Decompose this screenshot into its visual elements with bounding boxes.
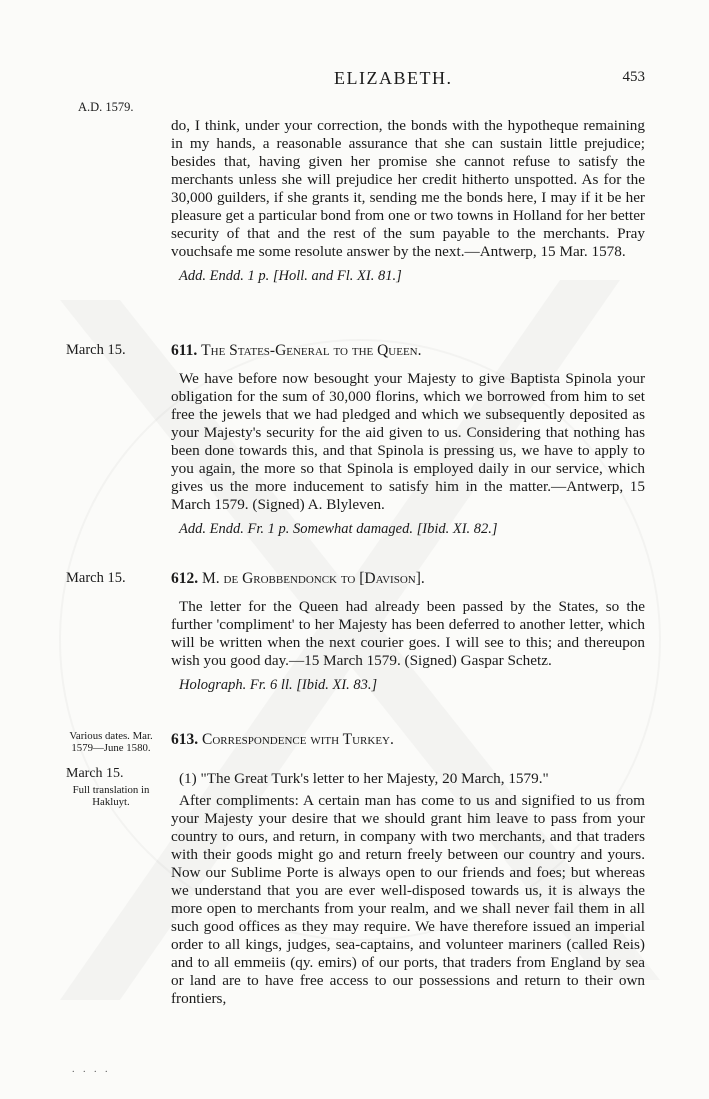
letter-body: do, I think, under your correction, the bonds with the hypotheque remaining in my hands, a reasonable assurance that she can sustain little prejudice; besides that, having given her promise she cannot refuse to satisfy the merchants unless she will prejudice her credit hitherto unspotted. As for the 30,000 guilders, if she grants it, sending me the bonds here, I may if it be her pleasure get a particular bond from one or two towns in Holland for her better security of that and the rest of the sum payable to the merchants. Pray vouchsafe me some resolute answer by the next.—Antwerp, 15 Mar. 1578. [171, 117, 645, 260]
entry-endorsement: Holograph. Fr. 6 ll. [Ibid. XI. 83.] [179, 677, 378, 693]
entry-613-subdate: March 15. [66, 766, 124, 781]
entry-body: The letter for the Queen had already been passed by the States, so the further 'compliment' to her Majesty has been deferred to another letter, which will be written when the next courier goes. I will see to this; and thereupon wish you good day.—15 March 1579. (Signed) Gaspar Schetz. [171, 598, 645, 669]
year-label: A.D. 1579. [78, 100, 134, 114]
entry-endorsement: Add. Endd. Fr. 1 p. Somewhat damaged. [Ibid. XI. 82.] [179, 521, 498, 537]
entry-613-side-note: Various dates. Mar. 1579—June 1580. [69, 730, 153, 754]
entry-611-date: March 15. [66, 342, 126, 358]
entry-613 [171, 731, 645, 749]
entry-number: 611. [171, 342, 198, 359]
entry-number: 612. [171, 570, 199, 587]
entry-heading [171, 570, 645, 588]
continued-letter [171, 117, 645, 285]
running-title: ELIZABETH. [334, 68, 453, 88]
entry-611 [171, 342, 645, 538]
entry-number: 613. [171, 731, 199, 748]
entry-613-body [171, 770, 645, 1008]
entry-subheading: (1) "The Great Turk's letter to her Majesty, 20 March, 1579." [179, 770, 549, 787]
entry-title: Correspondence with Turkey. [202, 731, 394, 748]
margin-dots: . . . . [72, 1064, 111, 1075]
entry-612 [171, 570, 645, 694]
entry-title: The States-General to the Queen. [201, 342, 422, 359]
page-header [0, 68, 709, 92]
letter-endorsement: Add. Endd. 1 p. [Holl. and Fl. XI. 81.] [179, 268, 402, 284]
entry-body: After compliments: A certain man has come to us and signified to us from your Majesty your desire that we should grant him leave to pass from your country to ours, and return, in company with two merchants, and that traders with their goods might go and return freely between our country and yours. Now our Sublime Porte is always open to our friends and foes; but whereas we understand that you are ever well-disposed towards us, it is always the more open to merchants from your realm, and we shall never fail them in all such good offices as they may require. We have therefore issued an imperial order to all kings, judges, sea-captains, and volunteer mariners (called Reis) and to all emmeiis (qy. emirs) of our ports, that traders from England by sea or land are to have free access to our possessions and return to their own frontiers, [171, 792, 645, 1007]
entry-613-subnote: Full translation in Hakluyt. [72, 784, 150, 808]
entry-612-date: March 15. [66, 570, 126, 586]
entry-heading [171, 342, 645, 360]
entry-title: M. de Grobbendonck to [Davison]. [202, 570, 425, 587]
entry-heading [171, 731, 645, 749]
page-number: 453 [622, 69, 645, 85]
entry-body: We have before now besought your Majesty to give Baptista Spinola your obligation for the sum of 30,000 florins, which we borrowed from him to set free the jewels that we had pledged and which we subsequently deposited as your Majesty's security for the aid given to us. Considering that nothing has been done towards this, and that Spinola is pressing us, we have to apply to you again, the more so that Spinola is employed daily in our service, which gives us the more inducement to satisfy him in the matter.—Antwerp, 15 March 1579. (Signed) A. Blyleven. [171, 370, 645, 513]
